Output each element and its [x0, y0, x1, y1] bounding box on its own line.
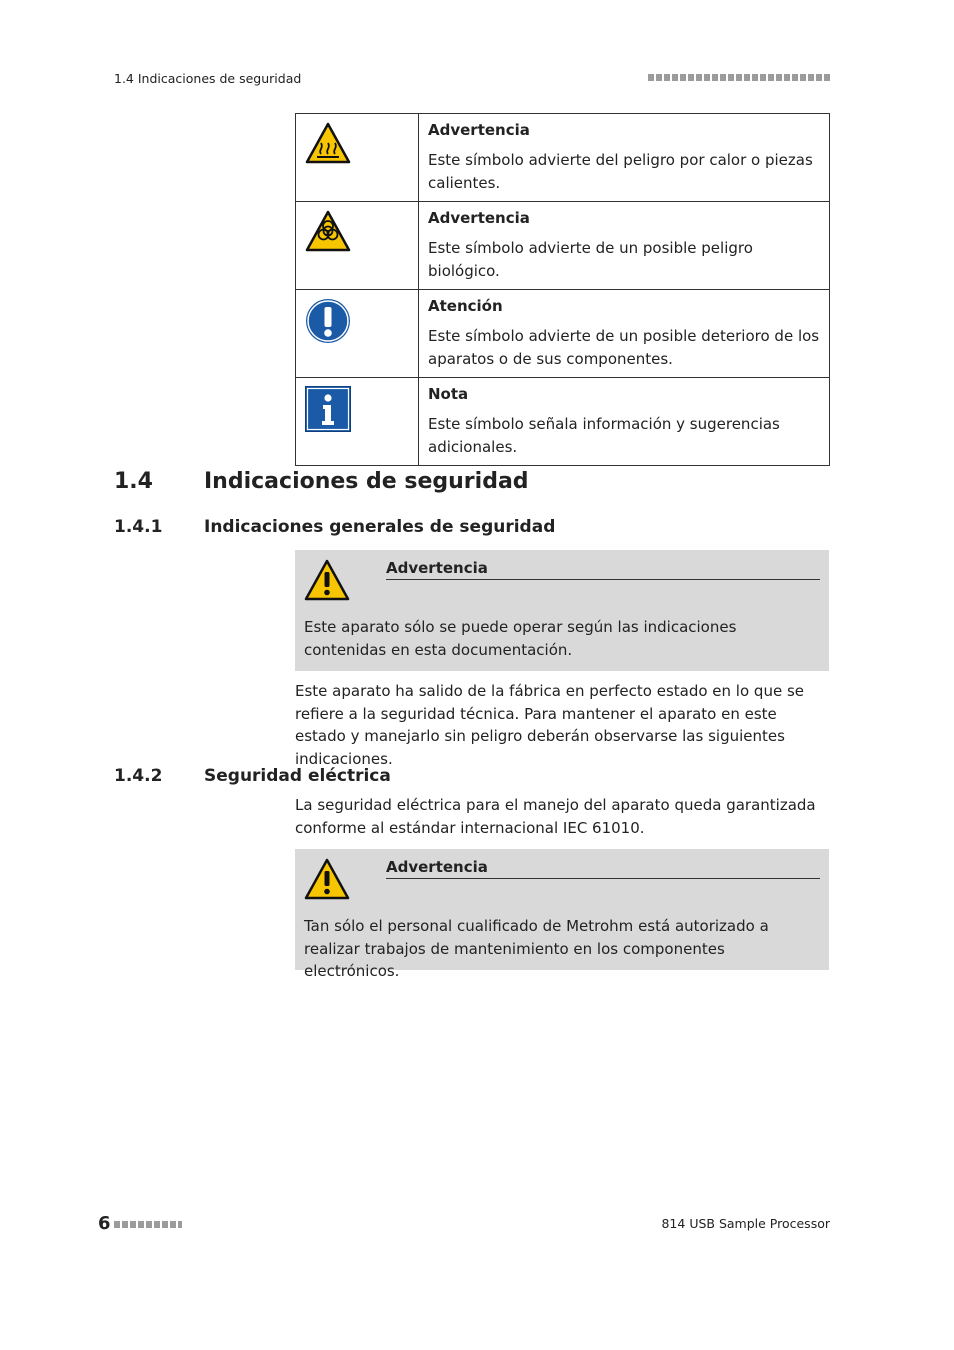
symbol-title: Atención	[428, 297, 503, 315]
section-heading-1-4	[114, 469, 529, 494]
warning-box	[295, 849, 829, 980]
warning-box	[295, 550, 829, 671]
page-number: 6	[98, 1213, 111, 1234]
warning-text: Este aparato sólo se puede operar según las indicaciones contenidas en esta documentación.	[304, 618, 737, 659]
section-title: Seguridad eléctrica	[204, 766, 391, 786]
symbol-row	[296, 114, 830, 202]
caution-exclamation-icon	[305, 298, 351, 344]
warning-triangle-icon	[304, 858, 350, 900]
symbol-row	[296, 290, 830, 378]
footer-decoration-bar	[114, 1221, 182, 1228]
warning-triangle-icon	[304, 559, 350, 601]
symbol-row	[296, 202, 830, 290]
symbol-title: Advertencia	[428, 209, 530, 227]
running-header-section: 1.4 Indicaciones de seguridad	[114, 71, 302, 86]
symbol-table	[295, 113, 830, 466]
symbol-description: Este símbolo advierte del peligro por calor o piezas calientes.	[428, 151, 813, 192]
section-number: 1.4.1	[114, 517, 163, 537]
biohazard-warning-icon	[305, 210, 351, 252]
body-paragraph: La seguridad eléctrica para el manejo del aparato queda garantizada conforme al estándar internacional IEC 61010.	[295, 796, 816, 837]
warning-text: Tan sólo el personal cualificado de Metrohm está autorizado a realizar trabajos de mantenimiento en los componentes electrónicos.	[304, 917, 769, 980]
section-number: 1.4.2	[114, 766, 163, 786]
section-title: Indicaciones de seguridad	[204, 469, 529, 494]
symbol-description: Este símbolo señala información y sugerencias adicionales.	[428, 415, 780, 456]
section-title: Indicaciones generales de seguridad	[204, 517, 556, 537]
warning-title: Advertencia	[386, 559, 820, 580]
warning-title: Advertencia	[386, 858, 820, 879]
hot-surface-warning-icon	[305, 122, 351, 164]
section-number: 1.4	[114, 469, 153, 494]
footer-product-name: 814 USB Sample Processor	[661, 1216, 830, 1231]
symbol-row	[296, 378, 830, 466]
header-decoration-bar	[648, 74, 830, 81]
symbol-description: Este símbolo advierte de un posible deterioro de los aparatos o de sus componentes.	[428, 327, 820, 368]
symbol-title: Nota	[428, 385, 469, 403]
section-heading-1-4-1	[114, 517, 555, 537]
symbol-title: Advertencia	[428, 121, 530, 139]
info-note-icon	[305, 386, 351, 432]
symbol-description: Este símbolo advierte de un posible peligro biológico.	[428, 239, 753, 280]
body-paragraph: Este aparato ha salido de la fábrica en perfecto estado en lo que se refiere a la seguridad técnica. Para mantener el aparato en este estado y manejarlo sin peligro deberán observarse las siguientes indicaciones.	[295, 682, 804, 768]
section-heading-1-4-2	[114, 766, 391, 786]
